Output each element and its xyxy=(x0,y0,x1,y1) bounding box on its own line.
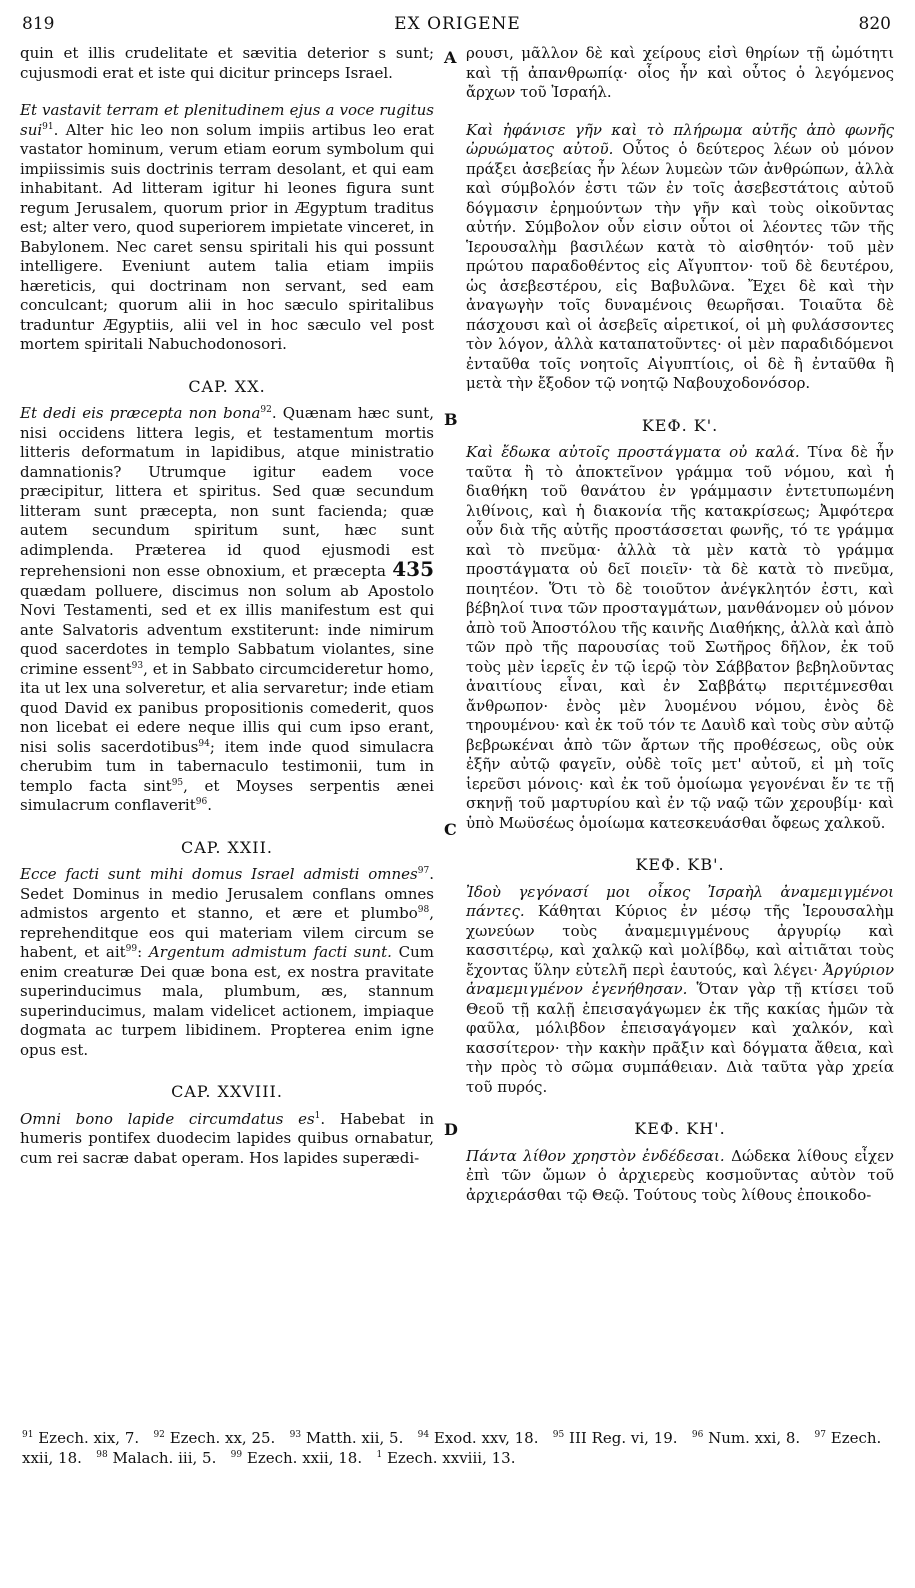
latin-lemma: Ecce facti sunt mihi domus Israel admisti omnes xyxy=(20,865,418,883)
footnote xyxy=(153,1429,275,1447)
footnote-text: Malach. iii, 5. xyxy=(112,1449,217,1467)
footnote-text: Exod. xxv, 18. xyxy=(433,1429,539,1447)
latin-lemma: Et dedi eis præcepta non bona xyxy=(20,404,261,422)
latin-text: ; item inde quod simulacra cherubim tum in tabernaculo testimonii, tum in templo facta sint xyxy=(20,737,434,795)
latin-lemma: Et vastavit terram et plenitudinem ejus a voce rugitus sui xyxy=(20,101,434,139)
footnote-ref: 95 xyxy=(171,777,184,788)
footnote xyxy=(22,1429,139,1447)
latin-text: . Quænam hæc sunt, nisi occidens littera legis, et testamentum mortis litteris deformatum in lapidibus, atque ministratio damnationis? Utrumque igitur eadem voce præcipitur, littera et spiritus. Sed quæ secundum litteram sunt præcepta, non sunt facienda; quæ autem secundum spiritum sunt, hæc sunt adimplenda. Præterea id quod ejusmodi est reprehensioni non esse obnoxium, et præcepta xyxy=(20,404,434,580)
greek-lemma: Καὶ ἠφάνισε γῆν καὶ τὸ πλήρωμα αὐτῆς ἀπὸ φωνῆς ὠρυώματος αὐτοῦ. xyxy=(466,120,894,158)
footnote-number: 99 xyxy=(230,1450,243,1460)
footnote-ref: 96 xyxy=(195,797,208,807)
greek-text: Ὅταν γὰρ τῇ κτίσει τοῦ Θεοῦ τῇ καλῇ ἐπεισαγάγωμεν ἐκ τῆς κακίας ἡμῶν τὰ φαῦλα, μόλιβδον ἐπεισαγάγομεν καὶ χαλκόν, καὶ κασσίτερον· τὴν κακὴν πρᾶξιν καὶ δόγματα ἄθεια, καὶ τὴν πρὸς τὸ σῶμα συμπάθειαν. Διὰ ταῦτα γὰρ χρεία τοῦ πυρός. xyxy=(466,980,895,1096)
page-number-right: 820 xyxy=(858,14,891,34)
greek-lemma: Ἀργύριον ἀναμεμιγμένον ἐγενήθησαν. xyxy=(466,960,894,998)
column-number: 435 xyxy=(392,557,434,581)
footnote-ref: 97 xyxy=(417,866,430,876)
latin-paragraph xyxy=(20,44,434,83)
margin-letter-c: C xyxy=(444,820,457,839)
footnote-text: Ezech. xix, 7. xyxy=(38,1429,140,1447)
footnote-text: Ezech. xxviii, 13. xyxy=(386,1449,516,1467)
latin-text: . Alter hic leo non solum impiis artibus leo erat vastator hominum, verum etiam eorum symbolum qui impiissimis suis doctrinis terram desolant, et qui eam inhabitant. Ad litteram igitur hi leones figura sunt regum Jerusalem, quorum prior in Ægyptum traditus est; alter vero, quod superiorem impietate vinceret, in Babylonem. Nec caret sensu spiritali his qui possunt intelligere. Eveniunt autem talia etiam impiis hæreticis, qui doctrinam non servant, sed eam conculcant; quorum alii in hoc sæculo spiritalibus traduntur Ægyptiis, alii vel in hoc sæculo vel post mortem spiritali Nabuchodonosori. xyxy=(20,120,434,353)
footnote-text: Matth. xii, 5. xyxy=(305,1429,404,1447)
margin-letter-a: A xyxy=(444,48,457,67)
greek-paragraph xyxy=(466,121,894,394)
greek-text: ρουσι, μᾶλλον δὲ καὶ χείρους εἰσὶ θηρίων τῇ ὠμότητι καὶ τῇ ἀπανθρωπίᾳ· οἷος ἦν καὶ οὗτος ὁ λεγόμενος ἄρχων τοῦ Ἰσραήλ. xyxy=(466,44,894,101)
latin-paragraph xyxy=(20,404,434,816)
footnote xyxy=(231,1449,362,1467)
running-title: EX ORIGENE xyxy=(394,14,521,34)
latin-text: . Sedet Dominus in medio Jerusalem conflans omnes admistos argento et stanno, et ære et plumbo xyxy=(20,865,434,922)
margin-letter-b: B xyxy=(444,410,458,429)
chapter-heading-latin: CAP. XXII. xyxy=(181,837,273,857)
greek-column xyxy=(466,44,894,1205)
chapter-heading-greek: ΚΕΦ. ΚΒ'. xyxy=(635,855,725,874)
greek-text: Δώδεκα λίθους εἶχεν ἐπὶ τῶν ὤμων ὁ ἀρχιερεὺς κοσμοῦντας αὐτὸν τοῦ ἀρχιεράσθαι τῷ Θεῷ. Τούτους τοὺς λίθους ἐποικοδο- xyxy=(466,1146,894,1204)
footnote-number: 1 xyxy=(376,1450,383,1460)
greek-paragraph xyxy=(466,883,894,1098)
latin-column xyxy=(20,44,434,1168)
footnote xyxy=(418,1429,539,1447)
footnote-number: 95 xyxy=(552,1430,565,1440)
latin-text: . xyxy=(207,796,212,814)
greek-paragraph xyxy=(466,443,894,833)
latin-paragraph xyxy=(20,865,434,1060)
footnote-text: Ezech. xxii, 18. xyxy=(22,1429,882,1467)
footnote-ref: 91 xyxy=(42,121,54,132)
footnote-number: 93 xyxy=(289,1430,302,1440)
page-number-left: 819 xyxy=(22,14,55,34)
latin-text: . Habebat in humeris pontifex duodecim lapides quibus ornabatur, cum rei sacræ dabat operam. Hos lapides superædi- xyxy=(20,1109,434,1167)
footnote-text: Ezech. xxii, 18. xyxy=(246,1449,363,1467)
latin-text: , et Moyses serpentis ænei simulacrum conflaverit xyxy=(20,776,434,814)
footnote-text: III Reg. vi, 19. xyxy=(569,1429,678,1447)
footnote-ref: 92 xyxy=(260,405,272,415)
latin-paragraph xyxy=(20,101,434,355)
footnote xyxy=(290,1429,404,1447)
footnote xyxy=(692,1429,800,1447)
greek-text: Οὗτος ὁ δεύτερος λέων οὐ μόνον πράξει ἀσεβείας ἦν λέων λυμεὼν τῶν ἀνθρώπων, ἀλλὰ καὶ σύμβολόν ἐστι τῶν ἐν τοῖς ἀσεβεστάτοις αὐτοῦ δόγμασιν ἐρημούντων τὴν γῆν καὶ τοὺς οἰκοῦντας αὐτήν. Σύμβολον οὖν εἰσιν οὗτοι οἱ λέοντες τῶν τῆς Ἱερουσαλὴμ βασιλέων κατὰ τὸ αἰσθητόν· τοῦ μὲν πρώτου παραδοθέντος εἰς Αἴγυπτον· τοῦ δὲ δευτέρου, ὡς ἀσεβεστέρου, εἰς Βαβυλῶνα. Ἔχει δὲ καὶ τὴν ἀναγωγὴν τοῖς δυναμένοις θεωρῆσαι. Τοιαῦτα δὲ πάσχουσι καὶ οἱ ἀσεβεῖς αἱρετικοί, οἱ μὴ φυλάσσοντες τὸν λόγον, ἀλλὰ καταπατοῦντες· οἱ μὲν παραδιδόμενοι ἐνταῦθα τοῖς νοητοῖς Αἰγυπτίοις, οἱ δὲ ἢ ἐνταῦθα ἢ μετὰ τὴν ἔξοδον τῷ νοητῷ Ναβουχοδονόσορ. xyxy=(466,140,894,392)
margin-letter-d: D xyxy=(444,1120,458,1139)
footnote-number: 96 xyxy=(691,1430,704,1440)
latin-text: , reprehenditque eos qui materiam vilem circum se habent, et ait xyxy=(20,904,434,961)
footnote-ref: 98 xyxy=(417,905,430,915)
footnote-number: 98 xyxy=(96,1450,108,1460)
footnote-ref: 93 xyxy=(131,660,144,671)
footnote xyxy=(553,1429,678,1447)
latin-lemma: Omni bono lapide circumdatus es xyxy=(20,1109,315,1128)
footnote-number: 94 xyxy=(417,1430,430,1440)
footnote-number: 92 xyxy=(153,1430,165,1440)
greek-paragraph xyxy=(466,1147,894,1206)
footnote-text: Num. xxi, 8. xyxy=(708,1429,801,1447)
footnote xyxy=(96,1449,216,1467)
greek-lemma: Καὶ ἔδωκα αὐτοῖς προστάγματα οὐ καλά. xyxy=(466,443,800,461)
chapter-heading-latin: CAP. XX. xyxy=(188,376,266,396)
footnote-ref: 94 xyxy=(198,738,210,749)
footnotes xyxy=(22,1428,894,1468)
latin-text: , et in Sabbato circumcideretur homo, ita ut lex una solveretur, et alia servaretur; inde etiam quod David ex panibus propositionis comederit, quos non licebat ei edere neque illis qui cum ipso erant, nisi solis sacerdotibus xyxy=(20,659,434,756)
latin-text: quin et illis crudelitate et sævitia deterior s sunt; cujusmodi erat et iste qui dicitur princeps Israel. xyxy=(20,44,434,82)
greek-lemma: Ἰδοὺ γεγόνασί μοι οἶκος Ἰσραὴλ ἀναμεμιγμένοι πάντες. xyxy=(466,882,894,920)
latin-text: Cum enim creaturæ Dei quæ bona est, ex nostra pravitate superinducimus mala, plumbum, æs, stannum superinducimus, malam videlicet actionem, impiaque dogmata ac turpem libidinem. Propterea enim igne opus est. xyxy=(20,943,434,1059)
footnote-number: 97 xyxy=(814,1430,826,1440)
greek-paragraph xyxy=(466,44,894,103)
greek-text: Τίνα δὲ ἦν ταῦτα ἢ τὸ ἀποκτεῖνον γράμμα τοῦ νόμου, καὶ ἡ διαθήκη τοῦ θανάτου ἐν γράμμασιν ἐντετυπωμένη λιθίνοις, καὶ ἡ διακονία τῆς κατακρίσεως; Ἀμφότερα οὖν διὰ τῆς αὐτῆς προστάσσεται φωνῆς, τό τε γράμμα καὶ τὸ πνεῦμα· ἀλλὰ τὰ μὲν κατὰ τὸ γράμμα προστάγματα οὐ δεῖ ποιεῖν· τὰ δὲ κατὰ τὸ πνεῦμα, ποιητέον. Ὅτι τὸ δὲ τοιοῦτον ἀνέγκλητόν ἐστι, καὶ βέβηλοί τινα τῶν προσταγμάτων, μανθάνομεν οὐ μόνον ἀπὸ τοῦ Ἀποστόλου τῆς καινῆς Διαθήκης, ἀλλὰ καὶ ἀπὸ τῶν πρὸ τῆς παρουσίας τοῦ Σωτῆρος δῆλον, ἐκ τοῦ τοὺς μὲν ἱερεῖς ἐν τῷ ἱερῷ τὸν Σάββατον βεβηλοῦντας ἀναιτίους εἶναι, καὶ ἐν Σαββάτῳ περιτέμνεσθαι ἄνθρωπον· ἑνὸς μὲν λυομένου νόμου, ἑνὸς δὲ τηρουμένου· καὶ ἐκ τοῦ τόν τε Δαυὶδ καὶ τοὺς σὺν αὐτῷ βεβρωκέναι ἀπὸ τῶν ἄρτων τῆς προθέσεως, οὓς οὐκ ἐξῆν αὐτῷ φαγεῖν, οὐδὲ τοῖς μετ' αὐτοῦ, εἰ μὴ τοῖς ἱερεῦσι μόνοις· καὶ ἐκ τοῦ ὁμοίωμα γεγονέναι ἔν τε τῇ σκηνῇ τοῦ μαρτυρίου καὶ ἐν τῷ ναῷ τῶν χερουβίμ· καὶ ὑπὸ Μωϋσέως ὁμοίωμα κατεσκευάσθαι ὄφεως χαλκοῦ. xyxy=(466,443,894,832)
footnote-number: 91 xyxy=(22,1430,34,1440)
greek-lemma: Πάντα λίθον χρηστὸν ἐνδέδεσαι. xyxy=(466,1146,725,1165)
chapter-heading-latin: CAP. XXVIII. xyxy=(171,1082,283,1101)
footnote-ref: 1 xyxy=(314,1110,321,1121)
greek-text: Κάθηται Κύριος ἐν μέσῳ τῆς Ἱερουσαλὴμ χωνεύων τοὺς ἀναμεμιγμένους ἀργυρίῳ καὶ κασσιτέρῳ, καὶ χαλκῷ καὶ μολίβδῳ, καὶ αἰτιᾶται τοὺς ἔχοντας ὕλην εὐτελῆ περὶ ἑαυτούς, καὶ λέγει· xyxy=(466,902,894,979)
chapter-heading-greek: ΚΕΦ. ΚΗ'. xyxy=(634,1119,726,1138)
latin-text: : xyxy=(137,943,143,961)
footnote-text: Ezech. xx, 25. xyxy=(169,1429,276,1447)
latin-paragraph xyxy=(20,1110,434,1169)
latin-text: quædam polluere, discimus non solum ab Apostolo Novi Testamenti, sed et ex illis manifestum est qui ante Salvatoris adventum exstiterunt: inde nimirum quod sacerdotes in templo Sabbatum violantes, sine crimine essent xyxy=(20,581,434,678)
footnote-ref: 99 xyxy=(125,944,138,954)
footnote xyxy=(376,1449,515,1467)
latin-lemma: Argentum admistum facti sunt. xyxy=(148,943,392,961)
chapter-heading-greek: ΚΕΦ. Κ'. xyxy=(641,415,719,435)
